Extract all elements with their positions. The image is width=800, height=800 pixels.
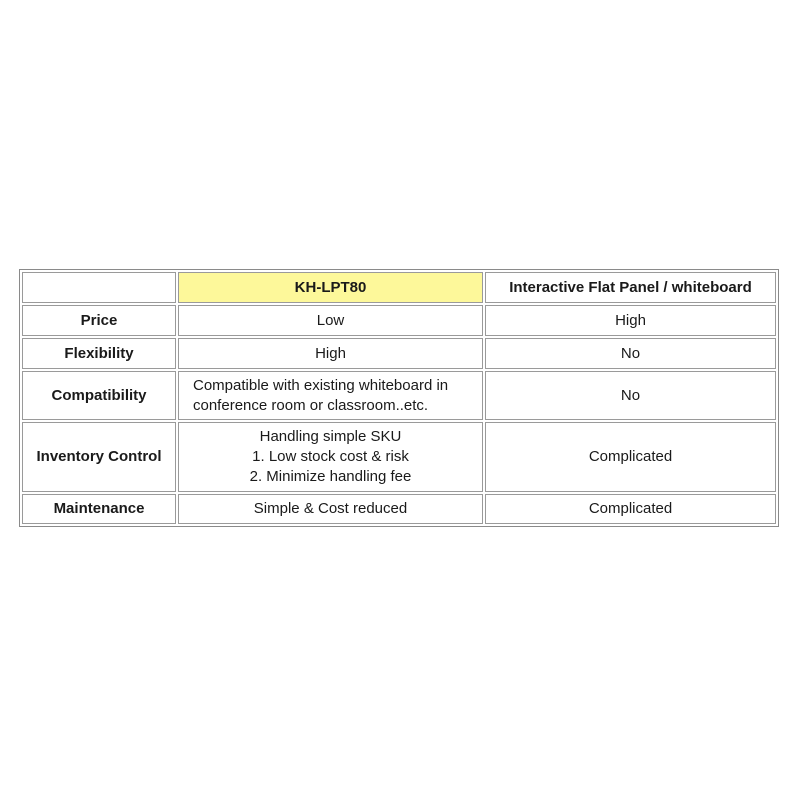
cell-maintenance-kh-lpt80: [178, 494, 483, 524]
cell-line: conference room or classroom..etc.: [193, 396, 429, 414]
row-label-flexibility: Flexibility: [22, 338, 176, 369]
cell-line: High: [315, 344, 346, 362]
cell-flexibility-flat-panel: No: [485, 338, 776, 369]
table-row-flexibility: [22, 338, 776, 369]
row-label-inventory-control: Inventory Control: [22, 422, 176, 492]
cell-line: Low: [316, 311, 345, 329]
header-kh-lpt80: KH-LPT80: [178, 272, 483, 303]
row-label-price: Price: [22, 305, 176, 336]
cell-line: Compatible with existing whiteboard in: [193, 376, 449, 394]
cell-inventory-flat-panel: Complicated: [485, 422, 776, 492]
cell-maintenance-flat-panel: Complicated: [485, 494, 776, 524]
table-row-maintenance: [22, 494, 776, 524]
cell-line: Handling simple SKU: [259, 428, 402, 445]
cell-price-kh-lpt80: [178, 305, 483, 336]
row-label-maintenance: Maintenance: [22, 494, 176, 524]
cell-line: Simple & Cost reduced: [253, 500, 408, 517]
table-row-price: [22, 305, 776, 336]
table-row-compatibility: [22, 371, 776, 420]
cell-price-flat-panel: High: [485, 305, 776, 336]
cell-compatibility-kh-lpt80: [178, 371, 483, 420]
row-label-compatibility: Compatibility: [22, 371, 176, 420]
table-header-row: [22, 272, 776, 303]
cell-inventory-kh-lpt80: [178, 422, 483, 492]
cell-line: 2. Minimize handling fee: [249, 468, 412, 485]
header-corner-cell: [22, 272, 176, 303]
cell-compatibility-flat-panel: No: [485, 371, 776, 420]
table-row-inventory-control: [22, 422, 776, 492]
header-interactive-flat-panel: Interactive Flat Panel / whiteboard: [485, 272, 776, 303]
cell-flexibility-kh-lpt80: [178, 338, 483, 369]
comparison-table: [19, 269, 779, 527]
cell-line: 1. Low stock cost & risk: [252, 448, 409, 465]
